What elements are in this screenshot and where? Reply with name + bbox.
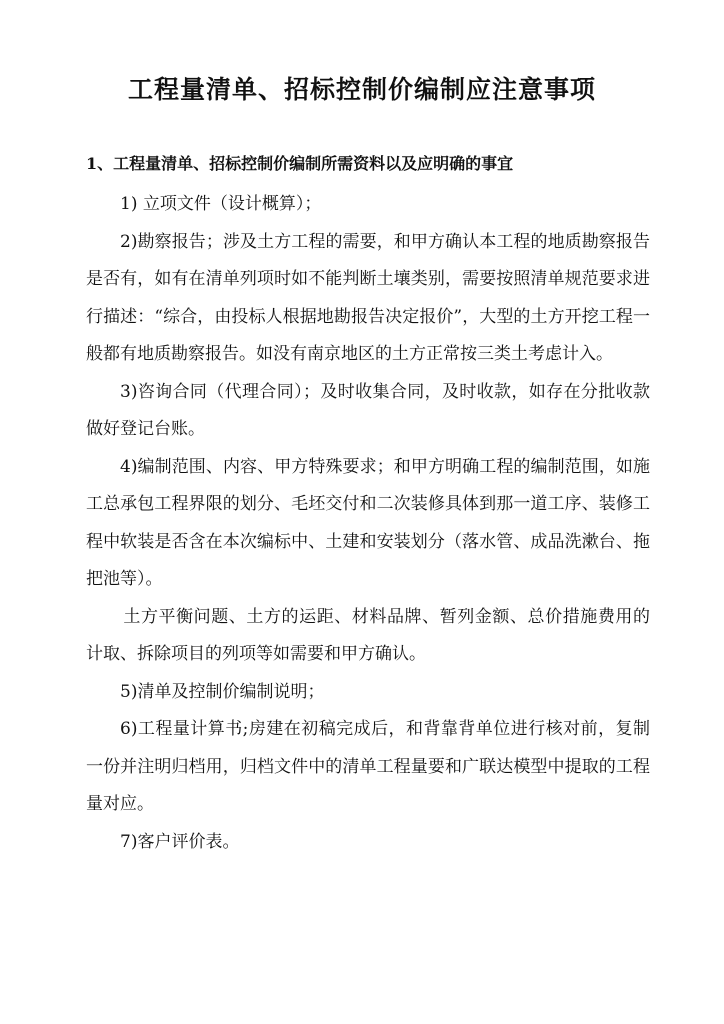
paragraph-earthwork-balance: 土方平衡问题、土方的运距、材料品牌、暂列金额、总价措施费用的计取、拆除项目的列项等如需要和甲方确认。 [86, 606, 650, 664]
paragraph-preparation-notes: 5)清单及控制价编制说明； [120, 681, 325, 702]
paragraph-quantity-calculation: 6)工程量计算书;房建在初稿完成后，和背靠背单位进行核对前，复制一份并注明归档用，归档文件中的清单工程量要和广联达模型中提取的工程量对应。 [86, 719, 650, 814]
paragraph-scope: 4)编制范围、内容、甲方特殊要求；和甲方明确工程的编制范围，如施工总承包工程界限的划分、毛坯交付和二次装修具体到那一道工序、装修工程中软装是否含在本次编标中、土建和安装划分（落水管、成品洗漱台、拖把池等）。 [86, 456, 650, 589]
paragraph-survey-report: 2)勘察报告；涉及土方工程的需要，和甲方确认本工程的地质勘察报告是否有，如有在清单列项时如不能判断土壤类别，需要按照清单规范要求进行描述：“综合，由投标人根据地勘报告决定报价”，大型的土方开挖工程一般都有地质勘察报告。如没有南京地区的土方正常按三类土考虑计入。 [86, 231, 650, 364]
paragraph-consulting-contract: 3)咨询合同（代理合同）；及时收集合同，及时收款，如存在分批收款做好登记台账。 [86, 381, 650, 439]
section-heading: 1、工程量清单、招标控制价编制所需资料以及应明确的事宜 [86, 154, 514, 173]
paragraph-client-evaluation: 7)客户评价表。 [120, 831, 240, 852]
paragraph-project-approval: 1) 立项文件（设计概算）； [120, 194, 322, 214]
document-title: 工程量清单、招标控制价编制应注意事项 [127, 75, 596, 104]
document-body [86, 186, 650, 861]
